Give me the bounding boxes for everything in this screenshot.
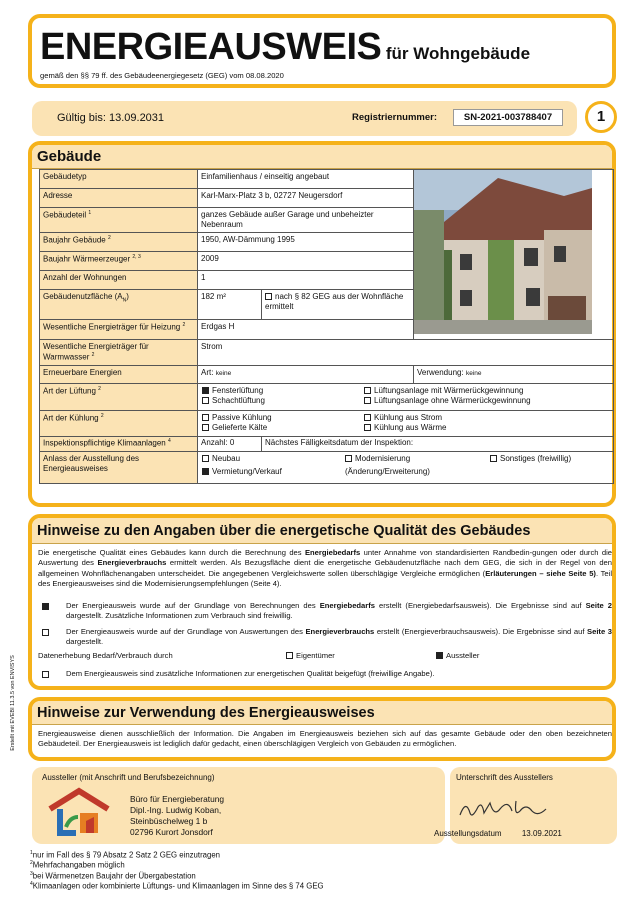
label-issue-reason: Anlass der Ausstellung des Energieausweises	[40, 451, 198, 483]
usage-hints-text: Energieausweise dienen ausschließlich der Information. Die Angaben im Energieausweis beziehen sich auf das gesamte Gebäude oder den oben bezeichneten Gebäudeteil. Der Energieausweis ist lediglich dafür gedacht, einen überschlägigen Vergleich von Gebäuden zu ermöglichen.	[38, 729, 612, 749]
building-heading: Gebäude	[32, 145, 612, 169]
label-year-building: Baujahr Gebäude $^2$	[40, 233, 198, 252]
ac-count: Anzahl: 0	[198, 437, 262, 452]
value-address: Karl-Marx-Platz 3 b, 02727 Neugersdorf	[198, 189, 414, 208]
building-table	[39, 169, 614, 484]
quality-hints-paragraph: Die energetische Qualität eines Gebäudes kann durch die Berechnung des Energiebedarfs unter Annahme von standardisierten Randbedin-gungen oder durch die Auswertung des Energieverbrauchs ermittelt werden. Als Bezugsfläche dient die energetische Gebäudenutzfläche nach dem GEG, die sich in der Regel von den allgemeinen Wohnflächenangaben unterscheidet. Die angegebenen Vergleichswerte sollen überschlägige Vergleiche ermöglichen (Erläuterungen – siehe Seite 5). Teil des Energieausweises sind die Modernisierungsempfehlungen (Seite 4).	[38, 548, 613, 589]
label-apartments: Anzahl der Wohnungen	[40, 271, 198, 290]
document-title: ENERGIEAUSWEIS	[40, 26, 382, 68]
footnote-2: $^2$Mehrfachangaben möglich	[30, 860, 125, 870]
renewable-use: Verwendung: keine	[414, 366, 614, 384]
building-section	[28, 141, 616, 507]
value-year-heater: 2009	[198, 252, 414, 271]
usage-hints-heading: Hinweise zur Verwendung des Energieausweises	[32, 701, 612, 725]
option-consumption-row: Der Energieausweis wurde auf der Grundlage von Auswertungen des Energieverbrauchs erstellt (Energieverbrauchsausweis). Die Ergebnisse sind auf Seite 3 dargestellt.	[38, 627, 612, 648]
reason-rent-sale-checkbox[interactable]	[202, 468, 209, 475]
page-number-badge	[585, 101, 617, 133]
issue-reason-options: Neubau Vermietung/Verkauf Modernisierung (Änderung/Erweiterung) Sonstiges (freiwillig)	[198, 451, 614, 483]
reason-modernization-checkbox[interactable]	[345, 455, 352, 462]
footnote-4: $^4$Klimaanlagen oder kombinierte Lüftungs- und Klimaanlagen im Sinne des § 74 GEG	[30, 880, 324, 891]
value-building-type: Einfamilienhaus / einseitig angebaut	[198, 170, 414, 189]
data-survey-label: Datenerhebung Bedarf/Verbrauch durch	[38, 651, 173, 660]
document-subtitle: gemäß den §§ 79 ff. des Gebäudeenergiegesetz (GEG) vom 08.08.2020	[40, 71, 284, 80]
validity-bar	[32, 101, 577, 136]
house-photo	[414, 170, 592, 334]
option-additional-row: Dem Energieausweis sind zusätzliche Informationen zur energetischen Qualität beigefügt (freiwillige Angabe).	[38, 669, 612, 679]
reason-modernization-note: (Änderung/Erweiterung)	[345, 466, 430, 476]
label-building-part: Gebäudeteil $^1$	[40, 208, 198, 233]
usage-hints-section	[28, 697, 616, 761]
issuer-line-1: Büro für Energieberatung	[130, 794, 225, 804]
consumption-certificate-checkbox[interactable]	[42, 629, 49, 636]
cooling-passive-checkbox[interactable]	[202, 414, 209, 421]
valid-until-date: 13.09.2031	[108, 112, 165, 124]
label-year-heater: Baujahr Wärmeerzeuger $^{2, 3}$	[40, 252, 198, 271]
label-energy-heating: Wesentliche Energieträger für Heizung $^2$	[40, 320, 198, 340]
house-logo-icon	[46, 787, 112, 837]
issue-date-value: 13.09.2021	[521, 829, 562, 838]
label-cooling: Art der Kühlung $^2$	[40, 411, 198, 437]
ventilation-window-checkbox[interactable]	[202, 387, 209, 394]
cooling-delivered-checkbox[interactable]	[202, 424, 209, 431]
cooling-options: Passive Kühlung Gelieferte Kälte Kühlung aus Strom Kühlung aus Wärme	[198, 411, 614, 437]
floor-area-checkbox[interactable]	[265, 293, 272, 300]
issuer-line-4: 02796 Kurort Jonsdorf	[130, 827, 213, 837]
footnotes	[30, 850, 324, 891]
issuer-box	[32, 767, 445, 844]
valid-until-label: Gültig bis:	[57, 112, 106, 124]
ventilation-recovery-checkbox[interactable]	[364, 387, 371, 394]
issuer-line-3: Steinbüschelweg 1 b	[130, 816, 208, 826]
renewable-type: Art: keine	[198, 366, 414, 384]
footnote-1: $^1$nur im Fall des § 79 Absatz 2 Satz 2 GEG einzutragen	[30, 850, 221, 860]
reason-new-checkbox[interactable]	[202, 455, 209, 462]
data-survey-row: Datenerhebung Bedarf/Verbrauch durch Eigentümer Aussteller	[38, 651, 480, 660]
value-building-part: ganzes Gebäude außer Garage und unbeheizter Nebenraum	[198, 208, 414, 233]
signature	[456, 793, 556, 823]
label-building-type: Gebäudetyp	[40, 170, 198, 189]
label-floor-area: Gebäudenutzfläche $(A_N)$	[40, 290, 198, 320]
demand-certificate-checkbox[interactable]	[42, 603, 49, 610]
document-title-suffix: für Wohngebäude	[385, 44, 531, 63]
photo-cell	[414, 170, 614, 340]
ventilation-shaft-checkbox[interactable]	[202, 397, 209, 404]
signature-box	[434, 767, 617, 844]
issuer-label: Aussteller (mit Anschrift und Berufsbezeichnung)	[42, 773, 215, 782]
additional-info-checkbox[interactable]	[42, 671, 49, 678]
value-apartments: 1	[198, 271, 414, 290]
signature-label: Unterschrift des Ausstellers	[456, 773, 553, 782]
reason-other-checkbox[interactable]	[490, 455, 497, 462]
value-energy-heating: Erdgas H	[198, 320, 414, 340]
page-number: 1	[596, 108, 606, 125]
value-year-building: 1950, AW-Dämmung 1995	[198, 233, 414, 252]
issuer-line-2: Dipl.-Ing. Ludwig Koban,	[130, 805, 222, 815]
label-renewable: Erneuerbare Energien	[40, 366, 198, 384]
ventilation-options: Fensterlüftung Schachtlüftung Lüftungsanlage mit Wärmerückgewinnung Lüftungsanlage ohne Wärmerückgewinnung	[198, 384, 614, 411]
label-address: Adresse	[40, 189, 198, 208]
value-energy-water: Strom	[198, 340, 614, 366]
survey-owner-checkbox[interactable]	[286, 652, 293, 659]
survey-issuer-checkbox[interactable]	[436, 652, 443, 659]
registration-label: Registriernummer:	[352, 112, 437, 123]
registration-number: SN-2021-003788407	[453, 109, 563, 126]
option-demand-row: Der Energieausweis wurde auf der Grundlage von Berechnungen des Energiebedarfs erstellt (Energiebedarfsausweis). Die Ergebnisse sind auf Seite 2 dargestellt. Zusätzliche Informationen zum Verbrauch sind freiwillig.	[38, 601, 612, 622]
label-air-conditioning: Inspektionspflichtige Klimaanlagen $^4$	[40, 437, 198, 452]
cooling-heat-checkbox[interactable]	[364, 424, 371, 431]
label-ventilation: Art der Lüftung $^2$	[40, 384, 198, 411]
ac-next-inspection: Nächstes Fälligkeitsdatum der Inspektion:	[262, 437, 614, 452]
label-energy-water: Wesentliche Energieträger für Warmwasser $^2$	[40, 340, 198, 366]
ventilation-no-recovery-checkbox[interactable]	[364, 397, 371, 404]
cooling-electric-checkbox[interactable]	[364, 414, 371, 421]
header-box	[28, 14, 616, 88]
quality-hints-section	[28, 514, 616, 690]
issue-date-label: Ausstellungsdatum	[434, 829, 502, 838]
value-floor-area: 182 m²	[198, 290, 262, 320]
software-note: Erstellt mit EVEBI 11.3.5 von ENVISYS	[10, 655, 16, 751]
floor-area-option: nach § 82 GEG aus der Wohnfläche ermittelt	[262, 290, 414, 320]
quality-hints-heading: Hinweise zu den Angaben über die energetische Qualität des Gebäudes	[32, 518, 612, 544]
footnote-3: $^3$bei Wärmenetzen Baujahr der Übergabestation	[30, 870, 196, 881]
